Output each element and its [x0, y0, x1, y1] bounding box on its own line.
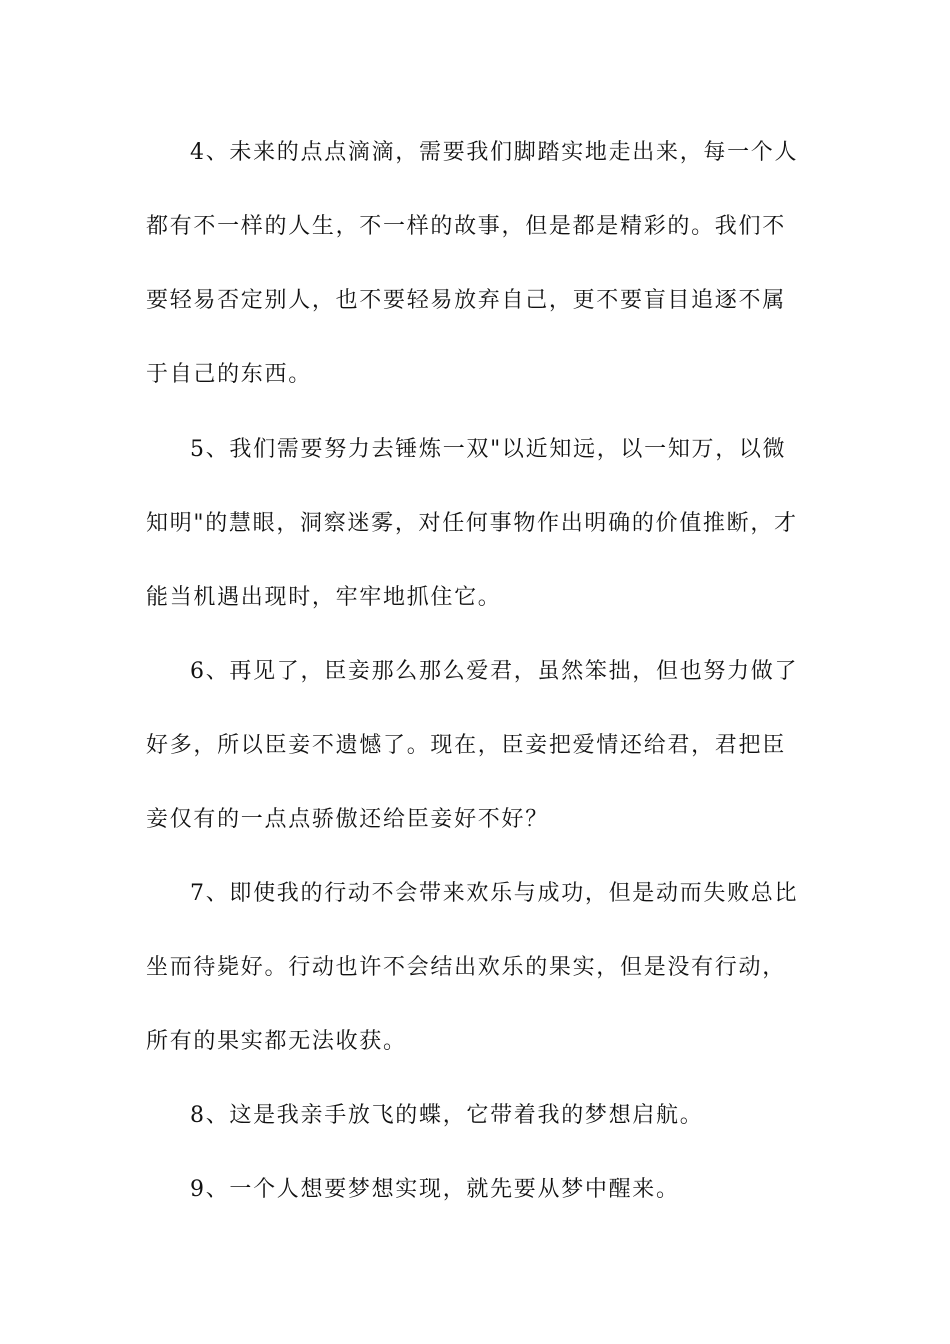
- paragraph-6: 6、再见了，臣妾那么那么爱君，虽然笨拙，但也努力做了好多，所以臣妾不遗憾了。现在，臣妾把爱情还给君，君把臣妾仅有的一点点骄傲还给臣妾好不好？: [146, 659, 799, 832]
- paragraph-7: 7、即使我的行动不会带来欢乐与成功，但是动而失败总比坐而待毙好。行动也许不会结出欢乐的果实，但是没有行动，所有的果实都无法收获。: [146, 881, 799, 1054]
- paragraph-8: 8、这是我亲手放飞的蝶，它带着我的梦想启航。: [190, 1103, 704, 1128]
- paragraph-9: 9、一个人想要梦想实现，就先要从梦中醒来。: [190, 1177, 680, 1202]
- paragraph-4: 4、未来的点点滴滴，需要我们脚踏实地走出来，每一个人都有不一样的人生，不一样的故事，但是都是精彩的。我们不要轻易否定别人，也不要轻易放弃自己，更不要盲目追逐不属于自己的东西。: [146, 140, 799, 387]
- paragraph-5: 5、我们需要努力去锤炼一双"以近知远，以一知万，以微知明"的慧眼，洞察迷雾，对任何事物作出明确的价值推断，才能当机遇出现时，牢牢地抓住它。: [146, 437, 798, 610]
